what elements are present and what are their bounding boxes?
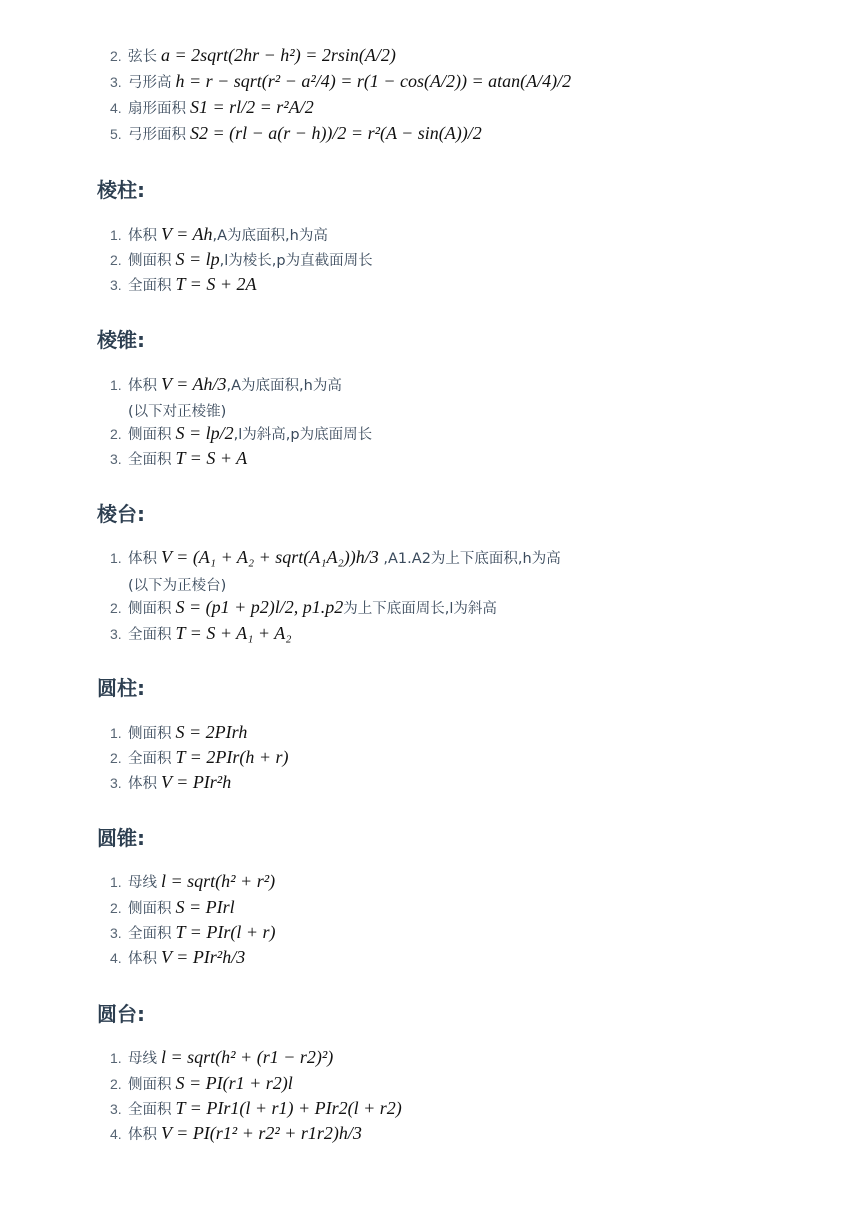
item-formula: S = PI(r1 + r2)l <box>175 1073 293 1093</box>
list-item <box>110 723 247 742</box>
item-label: 母线 <box>128 1051 157 1067</box>
item-number: 3. <box>110 1101 122 1117</box>
list-item <box>110 72 571 91</box>
item-label: 全面积 <box>128 926 172 942</box>
item-label: 扇形面积 <box>128 101 186 117</box>
item-label: 全面积 <box>128 751 172 767</box>
list-item <box>110 773 231 792</box>
list-item <box>110 923 275 942</box>
item-label: 体积 <box>128 551 157 567</box>
item-label: 全面积 <box>128 452 172 468</box>
section-title: 圆锥: <box>97 826 145 850</box>
item-label: 侧面积 <box>128 901 172 917</box>
item-number: 2. <box>110 252 122 268</box>
item-formula: S2 = (rl − a(r − h))/2 = r²(A − sin(A))/2 <box>190 123 482 143</box>
item-number: 2. <box>110 426 122 442</box>
item-formula: S = (p1 + p2)l/2, p1.p2 <box>175 597 344 617</box>
item-number: 1. <box>110 227 122 243</box>
item-number: 2. <box>110 48 122 64</box>
list-item <box>110 375 342 394</box>
item-number: 4. <box>110 100 122 116</box>
item-label: 体积 <box>128 378 157 394</box>
item-number: 1. <box>110 1050 122 1066</box>
item-formula: T = 2PIr(h + r) <box>175 747 289 767</box>
item-label: 弦长 <box>128 49 157 65</box>
item-label: 侧面积 <box>128 726 172 742</box>
item-formula: V = Ah/3 <box>161 374 227 394</box>
item-label: 侧面积 <box>128 427 172 443</box>
item-number: 1. <box>110 874 122 890</box>
item-number: 1. <box>110 377 122 393</box>
list-item <box>110 898 235 917</box>
item-number: 2. <box>110 600 122 616</box>
item-number: 5. <box>110 126 122 142</box>
item-note: ,A1.A2为上下底面积,h为高 <box>378 551 561 567</box>
item-formula: T = S + 2A <box>175 274 257 294</box>
item-label: 体积 <box>128 776 157 792</box>
item-formula: T = S + A <box>175 448 248 468</box>
section-title: 圆台: <box>97 1002 145 1026</box>
item-label: 体积 <box>128 951 157 967</box>
item-note: ,l为棱长,p为直截面周长 <box>219 253 373 269</box>
section-title: 圆柱: <box>97 676 145 700</box>
list-item <box>110 748 288 767</box>
list-item <box>110 948 245 967</box>
item-number: 4. <box>110 1126 122 1142</box>
item-number: 2. <box>110 1076 122 1092</box>
item-label: 侧面积 <box>128 601 172 617</box>
item-formula: V = PIr²h/3 <box>161 947 246 967</box>
item-formula: S = lp/2 <box>175 423 234 443</box>
list-item <box>110 548 561 567</box>
list-item <box>110 124 482 143</box>
item-formula: l = sqrt(h² + r²) <box>161 871 276 891</box>
item-number: 3. <box>110 626 122 642</box>
item-number: 3. <box>110 775 122 791</box>
item-number: 1. <box>110 725 122 741</box>
item-formula: V = PI(r1² + r2² + r1r2)h/3 <box>161 1123 362 1143</box>
subnote: (以下对正棱锥) <box>128 404 227 420</box>
list-item <box>110 598 497 617</box>
section-title: 棱柱: <box>97 178 145 202</box>
item-formula: T = PIr1(l + r1) + PIr2(l + r2) <box>175 1098 402 1118</box>
item-formula: h = r − sqrt(r² − a²/4) = r(1 − cos(A/2)) = atan(A/4)/2 <box>175 71 572 91</box>
item-label: 全面积 <box>128 627 172 643</box>
list-item <box>110 46 396 65</box>
item-label: 母线 <box>128 875 157 891</box>
item-formula: T = PIr(l + r) <box>175 922 276 942</box>
item-label: 体积 <box>128 1127 157 1143</box>
subnote: (以下为正棱台) <box>128 578 227 594</box>
list-item <box>110 250 373 269</box>
item-formula: T = S + A₁ + A₂ <box>175 623 292 643</box>
list-item <box>110 1124 362 1143</box>
item-note: ,l为斜高,p为底面周长 <box>233 427 373 443</box>
item-label: 侧面积 <box>128 253 172 269</box>
item-number: 1. <box>110 550 122 566</box>
list-item <box>110 872 275 891</box>
section-title: 棱台: <box>97 502 145 526</box>
item-note: 为上下底面周长,l为斜高 <box>343 601 497 617</box>
list-item <box>110 1048 333 1067</box>
item-number: 3. <box>110 74 122 90</box>
item-formula: S = 2PIrh <box>175 722 248 742</box>
item-formula: S = PIrl <box>175 897 235 917</box>
section-title: 棱锥: <box>97 328 145 352</box>
item-formula: V = Ah <box>161 224 213 244</box>
item-formula: V = (A₁ + A₂ + sqrt(A₁A₂))h/3 <box>161 547 379 567</box>
item-formula: S = lp <box>175 249 220 269</box>
item-number: 3. <box>110 925 122 941</box>
item-number: 4. <box>110 950 122 966</box>
item-formula: a = 2sqrt(2hr − h²) = 2rsin(A/2) <box>161 45 396 65</box>
list-item <box>110 449 247 468</box>
list-item <box>110 624 291 643</box>
list-item <box>110 225 328 244</box>
item-label: 侧面积 <box>128 1077 172 1093</box>
item-label: 全面积 <box>128 1102 172 1118</box>
item-note: ,A为底面积,h为高 <box>212 228 328 244</box>
item-number: 2. <box>110 900 122 916</box>
item-formula: V = PIr²h <box>161 772 232 792</box>
item-number: 3. <box>110 277 122 293</box>
list-item <box>110 98 314 117</box>
list-item <box>110 1099 402 1118</box>
item-number: 3. <box>110 451 122 467</box>
item-note: ,A为底面积,h为高 <box>226 378 342 394</box>
list-item <box>110 424 372 443</box>
item-label: 体积 <box>128 228 157 244</box>
item-formula: S1 = rl/2 = r²A/2 <box>190 97 314 117</box>
item-number: 2. <box>110 750 122 766</box>
item-formula: l = sqrt(h² + (r1 − r2)²) <box>161 1047 334 1067</box>
item-label: 弓形面积 <box>128 127 186 143</box>
list-item <box>110 1074 293 1093</box>
list-item <box>110 275 256 294</box>
item-label: 全面积 <box>128 278 172 294</box>
item-label: 弓形高 <box>128 75 172 91</box>
